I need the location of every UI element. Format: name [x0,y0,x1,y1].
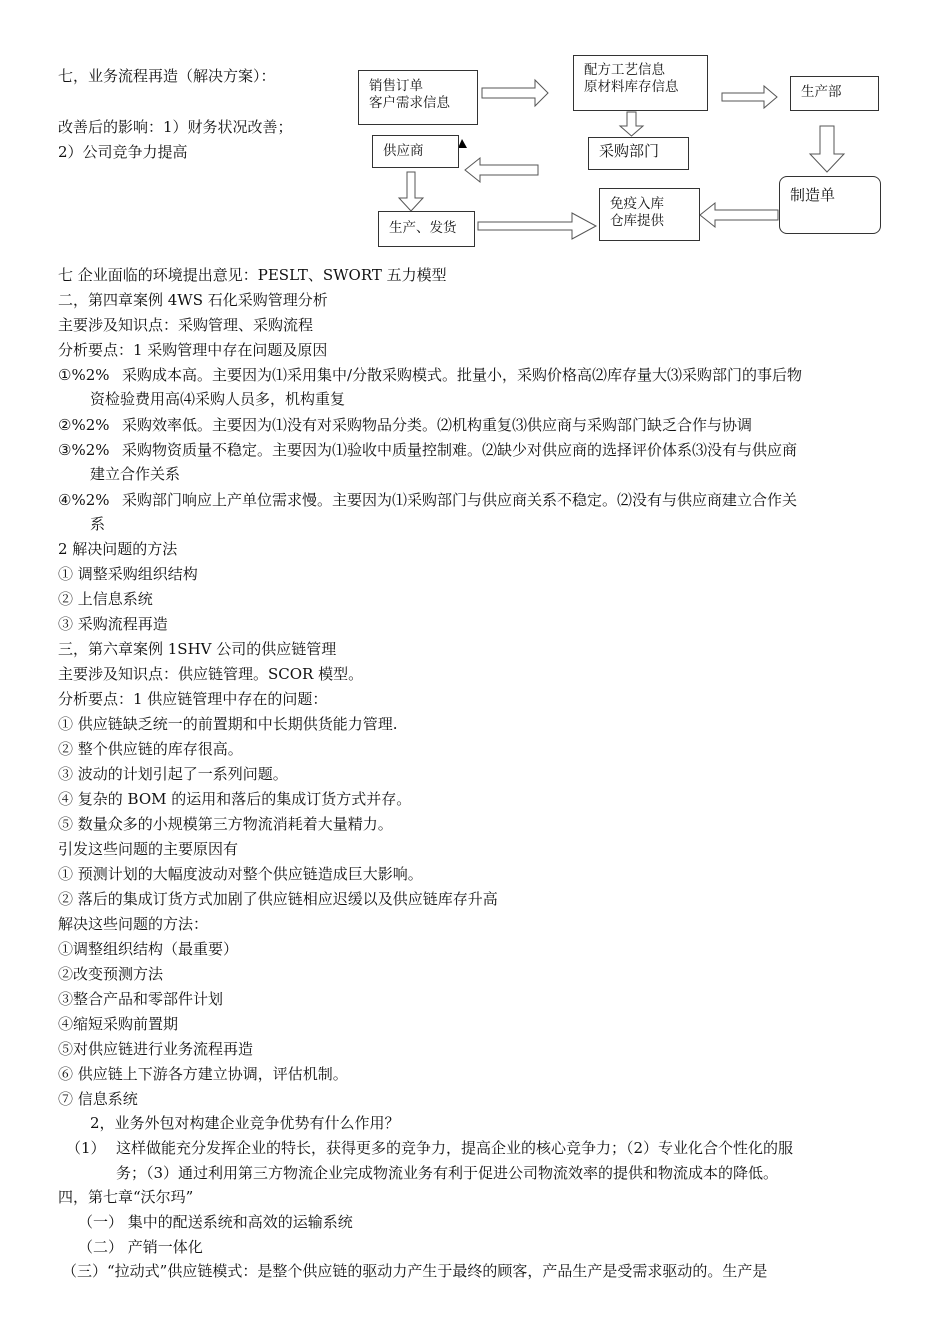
problem-item-4-cont: 系 [90,515,106,533]
problem-text: 采购部门响应上产单位需求慢。主要因为⑴采购部门与供应商关系不稳定。⑵没有与供应商建立合作关 [122,491,798,509]
box-purchasing-dept-label: 采购部门 [599,142,660,160]
solution-item: ② 上信息系统 [58,590,153,608]
cause-item: ② 落后的集成订货方式加剧了供应链相应迟缓以及供应链库存升高 [58,890,498,908]
arrow-ship-to-warehouse [478,213,596,239]
triangle-marker-icon [458,139,467,148]
issue-item: ② 整个供应链的库存很高。 [58,740,243,758]
line-causes-heading: 引发这些问题的主要原因有 [58,840,239,858]
method-item: ③整合产品和零部件计划 [58,990,224,1008]
arrow-order-to-warehouse [700,203,778,227]
issue-item: ③ 波动的计划引起了一系列问题。 [58,765,288,783]
line-environment: 七 企业面临的环境提出意见：PESLT、SWORT 五力模型 [58,266,447,284]
box-warehouse-line2: 仓库提供 [610,213,664,229]
answer-outsourcing [66,1136,896,1160]
box-production-dept-label: 生产部 [801,84,842,100]
problem-number: ④%2% [58,491,110,509]
method-item: ⑥ 供应链上下游各方建立协调，评估机制。 [58,1065,348,1083]
box-produce-ship [378,211,475,247]
line-case-4ws: 二，第四章案例 4WS 石化采购管理分析 [58,291,328,309]
problem-item-3 [58,438,894,462]
problem-item-4 [58,488,894,512]
issue-item: ④ 复杂的 BOM 的运用和落后的集成订货方式并存。 [58,790,412,808]
section-heading-bpr: 七，业务流程再造（解决方案）： [58,67,276,85]
line-knowledge-points: 主要涉及知识点：采购管理、采购流程 [58,316,314,334]
box-sales-order [358,70,478,125]
problem-item-2 [58,413,894,437]
problem-number: ③%2% [58,441,110,459]
method-item: ①调整组织结构（最重要） [58,940,239,958]
box-sales-order-line2: 客户需求信息 [369,95,450,111]
walmart-item-pull: （三）“拉动式”供应链模式：是整个供应链的驱动力产生于最终的顾客，产品生产是受需求驱动的。生产是 [62,1262,768,1280]
line-case-shv: 三，第六章案例 1SHV 公司的供应链管理 [58,640,337,658]
solution-item: ① 调整采购组织结构 [58,565,198,583]
question-outsourcing: 2，业务外包对构建企业竞争优势有什么作用？ [90,1114,400,1132]
box-warehouse-line1: 免疫入库 [610,196,664,212]
problem-text: 采购物资质量不稳定。主要因为⑴验收中质量控制难。⑵缺少对供应商的选择评价体系⑶没有与供应商 [122,441,798,459]
issue-item: ⑤ 数量众多的小规模第三方物流消耗着大量精力。 [58,815,393,833]
box-manufacturing-order [779,176,881,234]
method-item: ④缩短采购前置期 [58,1015,179,1033]
problem-text: 采购效率低。主要因为⑴没有对采购物品分类。⑵机构重复⑶供应商与采购部门缺乏合作与协调 [122,416,753,434]
section-walmart-title: 四，第七章“沃尔玛” [58,1188,194,1206]
box-formula-line2: 原材料库存信息 [584,79,679,95]
arrow-purchasing-to-supplier [465,158,538,182]
line-knowledge-points-2: 主要涉及知识点：供应链管理。SCOR 模型。 [58,665,364,683]
problem-item-1 [58,363,894,387]
problem-item-3-cont: 建立合作关系 [90,465,181,483]
box-warehouse [599,188,700,241]
answer-outsourcing-cont: 务；（3）通过利用第三方物流企业完成物流业务有利于促进公司物流效率的提供和物流成本的降低。 [116,1164,779,1182]
effect-line-1: 改善后的影响：1）财务状况改善； [58,118,293,136]
problem-number: ①%2% [58,366,110,384]
line-methods-heading: 解决这些问题的方法： [58,915,209,933]
arrow-production-to-order [810,126,844,172]
arrow-formula-to-production [722,86,777,108]
problem-number: ②%2% [58,416,110,434]
line-analysis-points-2: 分析要点：1 供应链管理中存在的问题： [58,690,328,708]
method-item: ⑦ 信息系统 [58,1090,138,1108]
arrow-formula-to-purchasing [620,112,643,136]
walmart-item: （二） 产销一体化 [78,1238,203,1256]
problem-item-1-cont: 资检验费用高⑷采购人员多，机构重复 [90,390,346,408]
line-analysis-points: 分析要点：1 采购管理中存在问题及原因 [58,341,328,359]
issue-item: ① 供应链缺乏统一的前置期和中长期供货能力管理. [58,715,398,733]
cause-item: ① 预测计划的大幅度波动对整个供应链造成巨大影响。 [58,865,423,883]
walmart-item: （一） 集中的配送系统和高效的运输系统 [78,1213,353,1231]
box-purchasing-dept [588,137,689,170]
box-supplier [372,135,459,168]
box-production-dept [790,76,879,111]
box-manufacturing-order-label: 制造单 [790,186,836,204]
box-sales-order-line1: 销售订单 [369,78,423,94]
problem-text: 采购成本高。主要因为⑴采用集中/分散采购模式。批量小，采购价格高⑵库存量大⑶采购部门的事后物 [122,366,803,384]
answer-number: （1） [66,1139,106,1157]
line-solutions-heading: 2 解决问题的方法 [58,540,178,558]
solution-item: ③ 采购流程再造 [58,615,168,633]
box-formula-line1: 配方工艺信息 [584,62,665,78]
arrow-supplier-to-ship [399,172,423,211]
answer-text: 这样做能充分发挥企业的特长，获得更多的竞争力，提高企业的核心竞争力；（2）专业化合个性化的服 [116,1139,794,1157]
effect-line-2: 2）公司竞争力提高 [58,143,188,161]
box-formula-info [573,55,708,111]
method-item: ②改变预测方法 [58,965,164,983]
arrow-sales-to-formula [482,80,548,106]
box-supplier-label: 供应商 [383,143,424,159]
method-item: ⑤对供应链进行业务流程再造 [58,1040,254,1058]
box-produce-ship-label: 生产、发货 [389,220,457,236]
